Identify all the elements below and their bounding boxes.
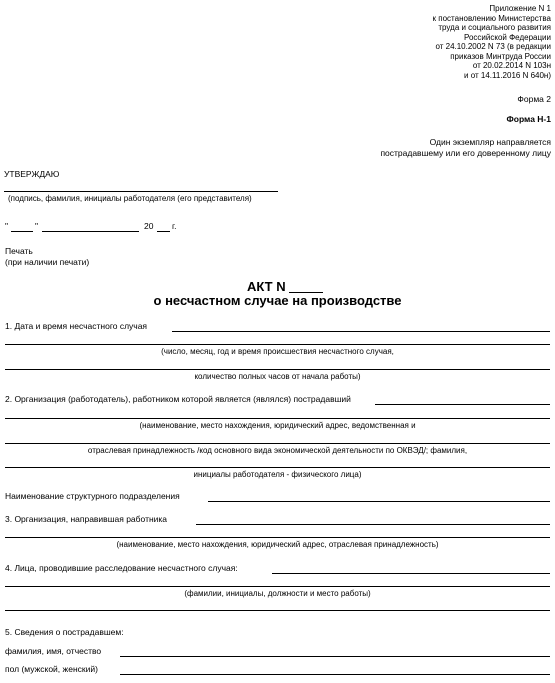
field-2-caption-1: (наименование, место нахождения, юридический адрес, ведомственная и [139,421,416,430]
field-3-caption: (наименование, место нахождения, юридический адрес, отраслевая принадлежность) [116,540,439,549]
signature-caption: (подпись, фамилия, инициалы работодателя (его представителя) [8,194,252,203]
field-4-input[interactable] [272,573,550,574]
field-1-caption-1: (число, месяц, год и время происшествия несчастного случая, [161,347,394,356]
appendix-line: труда и социального развития [438,23,551,32]
field-1-line-3[interactable] [5,369,550,370]
field-3-input[interactable] [196,524,550,525]
signature-line[interactable] [4,191,278,192]
field-2-line-2[interactable] [5,418,550,419]
field-1-input[interactable] [172,331,550,332]
field-4-label: 4. Лица, проводившие расследование несчастного случая: [5,563,238,573]
quote-open: " [5,221,9,231]
appendix-line: от 20.02.2014 N 103н [472,61,551,70]
field-2-caption-3: инициалы работодателя - физического лица) [193,470,362,479]
year-field[interactable] [157,231,170,232]
field-5-label: 5. Сведения о пострадавшем: [5,627,124,637]
form-h1-label: Форма Н-1 [506,114,551,124]
sex-label: пол (мужской, женский) [5,664,98,674]
field-4-caption: (фамилии, инициалы, должности и место работы) [184,589,371,598]
struct-unit-label: Наименование структурного подразделения [5,491,180,501]
sex-input[interactable] [120,674,550,675]
field-1-label: 1. Дата и время несчастного случая [5,321,148,331]
field-2-label: 2. Организация (работодатель), работником которой является (являлся) пострадавший [5,394,351,404]
copy-note-line: пострадавшему или его доверенному лицу [380,147,551,158]
full-name-label: фамилия, имя, отчество [5,646,102,656]
appendix-line: от 24.10.2002 N 73 (в редакции [435,42,551,51]
month-field[interactable] [42,231,139,232]
full-name-input[interactable] [120,656,550,657]
form-2-label: Форма 2 [517,94,551,104]
copy-note-line: Один экземпляр направляется [429,137,551,147]
seal-note: (при наличии печати) [5,257,90,267]
field-3-line-2[interactable] [5,537,550,538]
act-title: АКТ N [247,279,286,294]
field-2-line-4[interactable] [5,467,550,468]
appendix-line: приказов Минтруда России [450,51,551,61]
day-field[interactable] [11,231,33,232]
field-2-line-3[interactable] [5,443,550,444]
appendix-line: к постановлению Министерства [432,13,551,23]
field-4-line-2[interactable] [5,586,550,587]
appendix-line: Приложение N 1 [489,4,551,13]
field-2-input[interactable] [375,404,550,405]
approve-title: УТВЕРЖДАЮ [4,169,60,179]
year-prefix: 20 [144,221,154,231]
field-1-line-2[interactable] [5,344,550,345]
appendix-line: Российской Федерации [464,32,551,42]
field-3-label: 3. Организация, направившая работника [5,514,168,524]
appendix-block [433,4,551,80]
field-1-caption-2: количество полных часов от начала работы) [194,372,361,381]
copy-note [380,137,551,158]
field-2-caption-2: отраслевая принадлежность /код основного вида экономической деятельности по ОКВЭД/; фамилия, [87,446,468,455]
seal-label: Печать [5,246,33,256]
struct-unit-input[interactable] [208,501,550,502]
field-4-line-3[interactable] [5,610,550,611]
act-subtitle: о несчастном случае на производстве [153,293,402,308]
year-suffix: г. [172,221,177,231]
appendix-line: и от 14.11.2016 N 640н) [464,70,551,80]
quote-close: " [35,221,39,231]
